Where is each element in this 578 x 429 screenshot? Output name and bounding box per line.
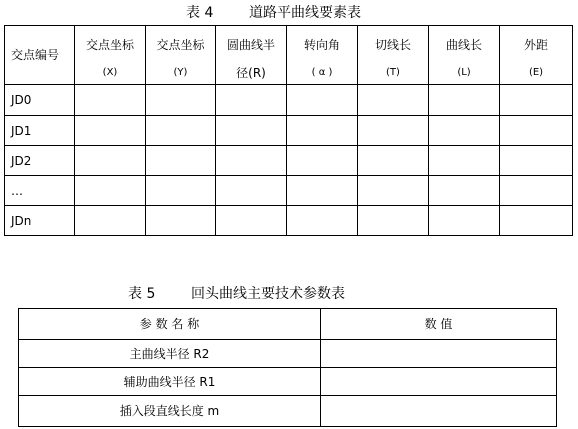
header-coord-x xyxy=(75,26,146,85)
header-value: 数 值 xyxy=(321,309,557,340)
header-parameter-name: 参 数 名 称 xyxy=(19,309,321,340)
table-row xyxy=(5,206,573,236)
table-cell xyxy=(75,146,146,176)
header-coord-y-symbol: (Y) xyxy=(173,67,188,78)
table-cell xyxy=(287,146,358,176)
header-deflection-angle xyxy=(287,26,358,85)
row-label: … xyxy=(5,176,75,206)
table-cell xyxy=(287,206,358,236)
row-label: JD2 xyxy=(5,146,75,176)
header-intersection-id xyxy=(5,26,75,85)
table-cell xyxy=(500,85,573,116)
table-cell xyxy=(75,176,146,206)
parameter-value xyxy=(321,396,557,427)
table4-caption: 表 4 道路平曲线要素表 xyxy=(186,5,361,21)
table-cell xyxy=(429,176,500,206)
table-cell xyxy=(429,85,500,116)
header-tangent-length-symbol: (T) xyxy=(386,67,400,78)
table-cell xyxy=(358,146,429,176)
parameter-name: 主曲线半径 R2 xyxy=(19,340,321,368)
table-cell xyxy=(75,116,146,146)
table-cell xyxy=(358,85,429,116)
table-cell xyxy=(146,206,216,236)
header-coord-x-symbol: (X) xyxy=(102,67,118,78)
table-row xyxy=(5,146,573,176)
row-label: JD0 xyxy=(5,85,75,116)
table-cell xyxy=(216,116,287,146)
header-external-distance xyxy=(500,26,573,85)
header-curve-length-symbol: (L) xyxy=(457,67,471,78)
table-cell xyxy=(287,85,358,116)
header-tangent-length xyxy=(358,26,429,85)
table5-header-row xyxy=(19,309,557,340)
header-radius-symbol: 径(R) xyxy=(236,66,266,80)
header-tangent-length-label: 切线长 xyxy=(374,38,411,52)
header-coord-x-label: 交点坐标 xyxy=(85,38,134,52)
header-coord-y xyxy=(146,26,216,85)
table-cell xyxy=(429,206,500,236)
row-label: JD1 xyxy=(5,116,75,146)
header-radius-label: 圆曲线半 xyxy=(226,38,275,52)
table4-road-curve-elements xyxy=(4,25,573,236)
table-cell xyxy=(500,116,573,146)
table-cell xyxy=(146,85,216,116)
table5-hairpin-curve-parameters xyxy=(18,308,557,427)
table-row xyxy=(5,85,573,116)
header-external-distance-symbol: (E) xyxy=(528,67,544,78)
header-intersection-id-label: 交点编号 xyxy=(11,48,60,62)
header-curve-length-label: 曲线长 xyxy=(445,38,482,52)
parameter-value xyxy=(321,368,557,396)
table-cell xyxy=(216,176,287,206)
table-cell xyxy=(358,116,429,146)
table-cell xyxy=(358,176,429,206)
table-cell xyxy=(146,146,216,176)
table-row xyxy=(19,340,557,368)
table-cell xyxy=(75,85,146,116)
header-coord-y-label: 交点坐标 xyxy=(156,38,205,52)
table-cell xyxy=(500,176,573,206)
header-external-distance-label: 外距 xyxy=(523,38,548,52)
header-deflection-angle-symbol: ( α ) xyxy=(311,67,333,78)
header-deflection-angle-label: 转向角 xyxy=(303,38,340,52)
table-row xyxy=(19,368,557,396)
table-cell xyxy=(287,176,358,206)
header-curve-length xyxy=(429,26,500,85)
row-label: JDn xyxy=(5,206,75,236)
table-cell xyxy=(500,206,573,236)
table-cell xyxy=(216,85,287,116)
table-row xyxy=(5,176,573,206)
table5-caption: 表 5 回头曲线主要技术参数表 xyxy=(128,286,345,302)
table-row xyxy=(19,396,557,427)
table-cell xyxy=(216,146,287,176)
parameter-value xyxy=(321,340,557,368)
table-cell xyxy=(75,206,146,236)
parameter-name: 辅助曲线半径 R1 xyxy=(19,368,321,396)
table-cell xyxy=(146,176,216,206)
table4-header-row xyxy=(5,26,573,85)
table-row xyxy=(5,116,573,146)
table-cell xyxy=(429,146,500,176)
table-cell xyxy=(216,206,287,236)
table-cell xyxy=(146,116,216,146)
table-cell xyxy=(429,116,500,146)
table-cell xyxy=(287,116,358,146)
header-radius xyxy=(216,26,287,85)
table-cell xyxy=(358,206,429,236)
parameter-name: 插入段直线长度 m xyxy=(19,396,321,427)
table-cell xyxy=(500,146,573,176)
